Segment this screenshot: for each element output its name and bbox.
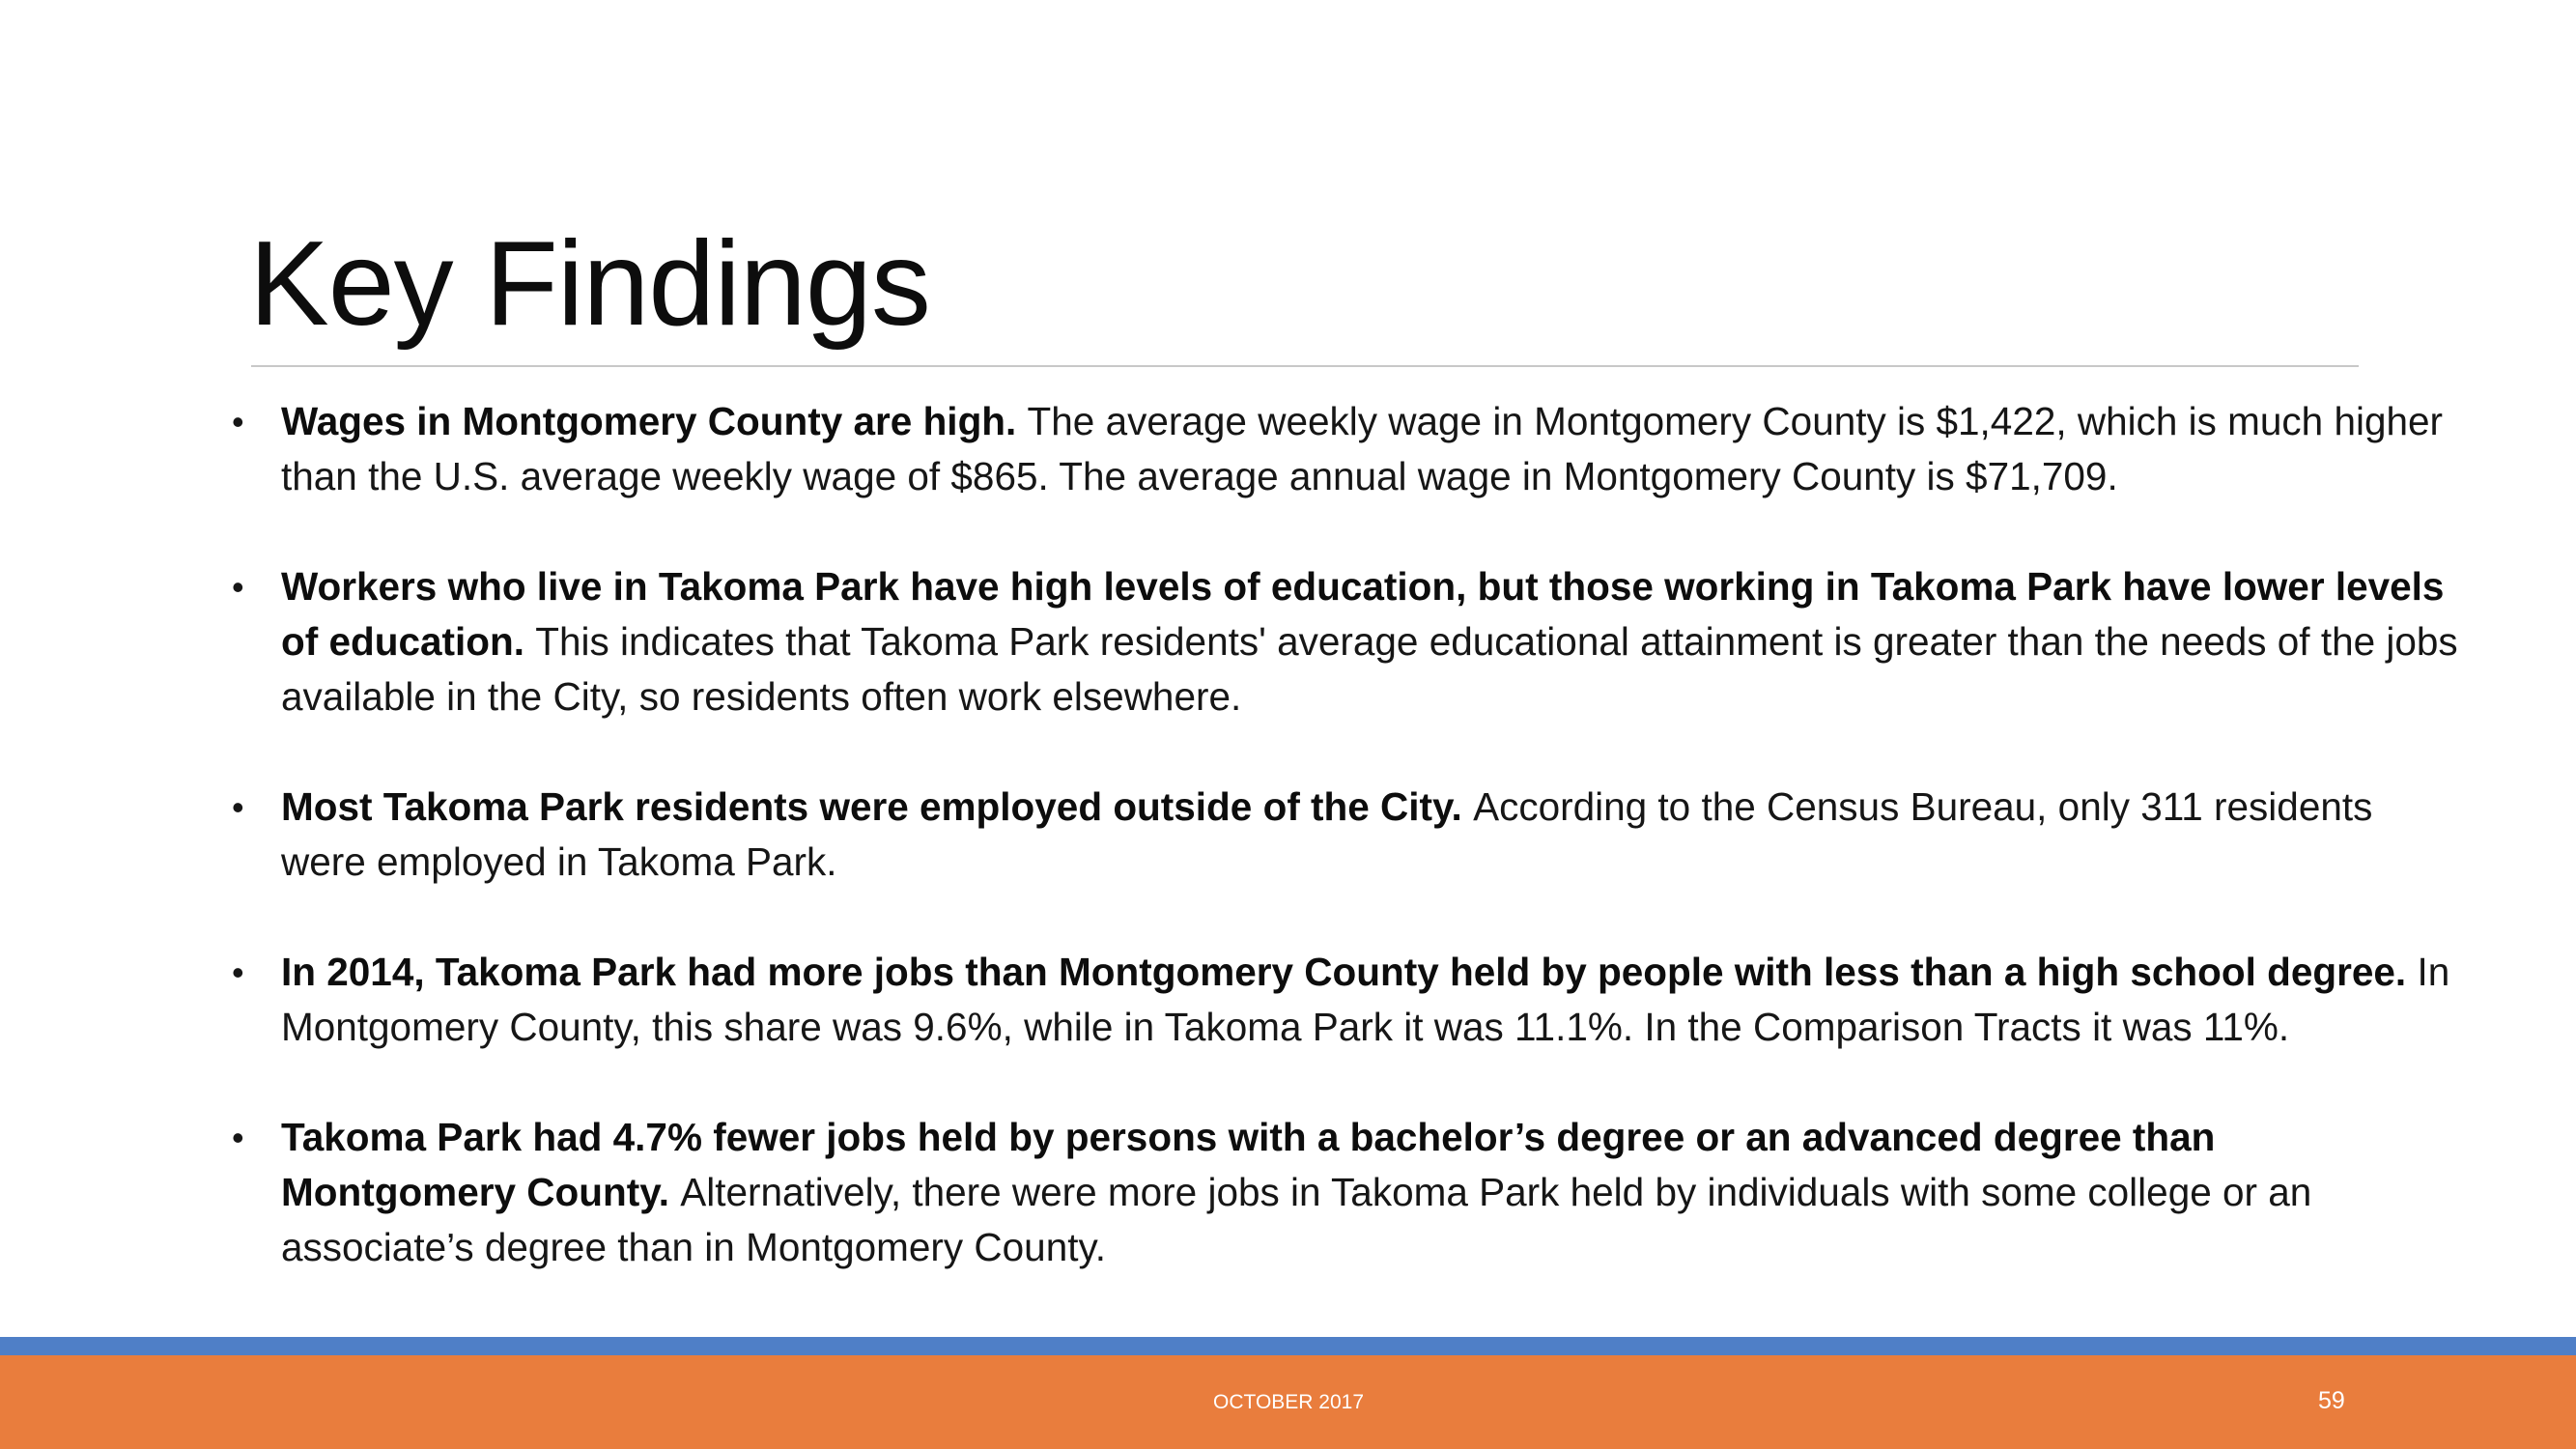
finding-lead: Takoma Park had 4.7% fewer jobs held by persons with a bachelor’s degree or an advanced degree than Montgomery County. <box>281 1115 2216 1214</box>
finding-lead: Workers who live in Takoma Park have high levels of education, but those working in Takoma Park have lower levels of education. <box>281 564 2445 664</box>
finding-lead: Most Takoma Park residents were employed outside of the City. <box>281 784 1474 829</box>
finding-body: Alternatively, there were more jobs in Takoma Park held by individuals with some college or an associate’s degree than in Montgomery County. <box>281 1170 2312 1269</box>
finding-item <box>0 394 2576 504</box>
finding-item <box>0 559 2576 724</box>
bullet-icon: • <box>232 402 244 441</box>
page-number: 59 <box>2318 1387 2345 1414</box>
slide-title: Key Findings <box>249 217 930 351</box>
finding-lead: In 2014, Takoma Park had more jobs than Montgomery County held by people with less than a high school degree. <box>281 950 2418 994</box>
footer-date: OCTOBER 2017 <box>1213 1391 1365 1413</box>
finding-body: The average weekly wage in Montgomery County is $1,422, which is much higher than the U.S. average weekly wage of $865. The average annual wage in Montgomery County is $71,709. <box>281 399 2444 498</box>
title-divider <box>251 365 2359 367</box>
finding-item <box>0 780 2576 890</box>
finding-body: This indicates that Takoma Park residents' average educational attainment is greater than the needs of the jobs available in the City, so residents often work elsewhere. <box>281 619 2458 719</box>
bullet-icon: • <box>232 952 244 992</box>
finding-item <box>0 945 2576 1055</box>
finding-body: According to the Census Bureau, only 311 residents were employed in Takoma Park. <box>281 784 2373 884</box>
finding-body: In Montgomery County, this share was 9.6%, while in Takoma Park it was 11.1%. In the Comparison Tracts it was 11%. <box>281 950 2450 1049</box>
footer-accent-bar <box>0 1337 2576 1355</box>
bullet-icon: • <box>232 1118 244 1157</box>
bullet-icon: • <box>232 787 244 827</box>
bullet-icon: • <box>232 567 244 607</box>
finding-lead: Wages in Montgomery County are high. <box>281 399 1028 443</box>
findings-list <box>0 394 2576 1330</box>
finding-item <box>0 1110 2576 1275</box>
